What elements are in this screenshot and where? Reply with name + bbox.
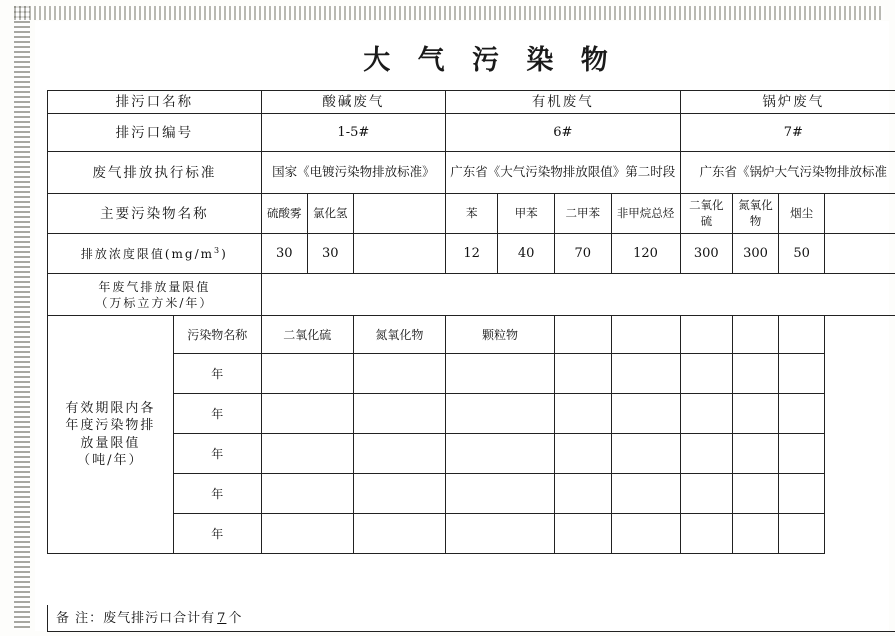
annual-header-col-6 <box>680 316 732 354</box>
annual-cell-5-7 <box>733 514 779 554</box>
annual-cell-5-1 <box>261 514 353 554</box>
annual-year-label-2: 年 <box>173 394 261 434</box>
table-row-annual-volume <box>48 274 895 316</box>
annual-cell-3-7 <box>733 434 779 474</box>
row-label-concentration-limit: 排放浓度限值$(mg/m^3)$ <box>48 234 262 274</box>
cell-outlet-name-3: 锅炉废气 <box>680 91 895 114</box>
annual-year-row <box>48 434 895 474</box>
row-label-outlet-name: 排污口名称 <box>48 91 262 114</box>
row-label-outlet-code: 排污口编号 <box>48 114 262 152</box>
cell-concentration-1: 30 <box>261 234 307 274</box>
footer-note-suffix: 个 <box>228 611 243 626</box>
annual-header-col-4 <box>554 316 611 354</box>
annual-header-col-5 <box>611 316 680 354</box>
annual-cell-5-8 <box>779 514 825 554</box>
annual-header-col-2: 氮氧化物 <box>353 316 445 354</box>
annual-year-row <box>48 514 895 554</box>
annual-volume-label-line2: （万标立方米/年） <box>95 295 214 310</box>
cell-pollutant-name-4: 苯 <box>446 194 498 234</box>
annual-cell-5-2 <box>353 514 445 554</box>
annual-block-label-line4: （吨/年） <box>77 453 144 469</box>
cell-concentration-4: 12 <box>446 234 498 274</box>
cell-concentration-5: 40 <box>498 234 555 274</box>
annual-cell-2-5 <box>611 394 680 434</box>
cell-standard-1: 国家《电镀污染物排放标准》 <box>261 152 445 194</box>
annual-cell-1-1 <box>261 354 353 394</box>
cell-pollutant-name-2: 氯化氢 <box>307 194 353 234</box>
cell-outlet-code-1: 1-5# <box>261 114 445 152</box>
annual-cell-3-6 <box>680 434 732 474</box>
annual-cell-1-3 <box>446 354 555 394</box>
cell-outlet-code-2: 6# <box>446 114 681 152</box>
annual-year-row <box>48 394 895 434</box>
cell-concentration-6: 70 <box>554 234 611 274</box>
annual-header-col-7 <box>733 316 779 354</box>
annual-year-row <box>48 354 895 394</box>
table-row-pollutant-name <box>48 194 895 234</box>
annual-cell-1-8 <box>779 354 825 394</box>
annual-year-label-3: 年 <box>173 434 261 474</box>
footer-note-prefix: 备 注：废气排污口合计有 <box>56 611 216 626</box>
table-row-standard <box>48 152 895 194</box>
annual-year-row <box>48 474 895 514</box>
annual-cell-4-7 <box>733 474 779 514</box>
annual-cell-5-4 <box>554 514 611 554</box>
annual-cell-2-4 <box>554 394 611 434</box>
row-label-standard: 废气排放执行标准 <box>48 152 262 194</box>
cell-concentration-9: 300 <box>733 234 779 274</box>
cell-outlet-name-1: 酸碱废气 <box>261 91 445 114</box>
footer-note <box>47 605 895 632</box>
cell-pollutant-name-9: 氮氧化物 <box>733 194 779 234</box>
annual-cell-4-4 <box>554 474 611 514</box>
annual-block-header-row <box>48 316 895 354</box>
annual-cell-3-3 <box>446 434 555 474</box>
annual-block-label-line2: 年度污染物排 <box>65 418 156 434</box>
annual-year-label-5: 年 <box>173 514 261 554</box>
scan-edge-top-decoration <box>14 6 884 20</box>
cell-outlet-code-3: 7# <box>680 114 895 152</box>
annual-header-col-3: 颗粒物 <box>446 316 555 354</box>
cell-pollutant-name-8: 二氧化硫 <box>680 194 732 234</box>
annual-cell-5-6 <box>680 514 732 554</box>
footer-note-value: 7 <box>217 611 227 626</box>
annual-cell-4-2 <box>353 474 445 514</box>
annual-cell-3-2 <box>353 434 445 474</box>
cell-pollutant-name-3 <box>353 194 445 234</box>
annual-cell-4-5 <box>611 474 680 514</box>
page-title: 大 气 污 染 物 <box>363 45 617 76</box>
cell-pollutant-name-7: 非甲烷总烃 <box>611 194 680 234</box>
cell-pollutant-name-10: 烟尘 <box>779 194 825 234</box>
cell-concentration-3 <box>353 234 445 274</box>
annual-cell-4-3 <box>446 474 555 514</box>
annual-cell-3-1 <box>261 434 353 474</box>
annual-cell-2-6 <box>680 394 732 434</box>
annual-cell-1-7 <box>733 354 779 394</box>
annual-block-label-line3: 放量限值 <box>80 435 141 451</box>
cell-pollutant-name-6: 二甲苯 <box>554 194 611 234</box>
row-label-annual-volume <box>48 274 262 316</box>
annual-cell-3-4 <box>554 434 611 474</box>
table-row-outlet-code <box>48 114 895 152</box>
annual-cell-3-5 <box>611 434 680 474</box>
table-row-outlet-name <box>48 91 895 114</box>
annual-cell-1-5 <box>611 354 680 394</box>
cell-concentration-10: 50 <box>779 234 825 274</box>
annual-cell-2-3 <box>446 394 555 434</box>
cell-pollutant-name-11 <box>825 194 895 234</box>
annual-cell-2-8 <box>779 394 825 434</box>
cell-pollutant-name-5: 甲苯 <box>498 194 555 234</box>
cell-concentration-2: 30 <box>307 234 353 274</box>
annual-header-name-label: 污染物名称 <box>173 316 261 354</box>
annual-cell-1-4 <box>554 354 611 394</box>
row-label-pollutant-name: 主要污染物名称 <box>48 194 262 234</box>
annual-cell-1-2 <box>353 354 445 394</box>
table-row-concentration-limit <box>48 234 895 274</box>
annual-cell-3-8 <box>779 434 825 474</box>
annual-header-col-1: 二氧化硫 <box>261 316 353 354</box>
cell-standard-3: 广东省《锅炉大气污染物排放标准 <box>680 152 895 194</box>
cell-standard-2: 广东省《大气污染物排放限值》第二时段 <box>446 152 681 194</box>
air-pollutant-table <box>47 90 895 554</box>
cell-concentration-7: 120 <box>611 234 680 274</box>
annual-year-label-1: 年 <box>173 354 261 394</box>
annual-block-label-line1: 有效期限内各 <box>65 400 156 416</box>
annual-year-label-4: 年 <box>173 474 261 514</box>
cell-concentration-8: 300 <box>680 234 732 274</box>
annual-cell-5-5 <box>611 514 680 554</box>
annual-cell-4-6 <box>680 474 732 514</box>
annual-block-label <box>48 316 174 554</box>
annual-cell-2-7 <box>733 394 779 434</box>
annual-cell-2-2 <box>353 394 445 434</box>
cell-pollutant-name-1: 硫酸雾 <box>261 194 307 234</box>
cell-outlet-name-2: 有机废气 <box>446 91 681 114</box>
annual-cell-5-3 <box>446 514 555 554</box>
annual-cell-1-6 <box>680 354 732 394</box>
cell-concentration-11 <box>825 234 895 274</box>
annual-cell-4-8 <box>779 474 825 514</box>
cell-annual-volume-blank <box>261 274 895 316</box>
annual-volume-label-line1: 年废气排放量限值 <box>98 279 211 294</box>
annual-header-col-8 <box>779 316 825 354</box>
annual-cell-4-1 <box>261 474 353 514</box>
scan-edge-left-decoration <box>14 6 30 630</box>
annual-cell-2-1 <box>261 394 353 434</box>
